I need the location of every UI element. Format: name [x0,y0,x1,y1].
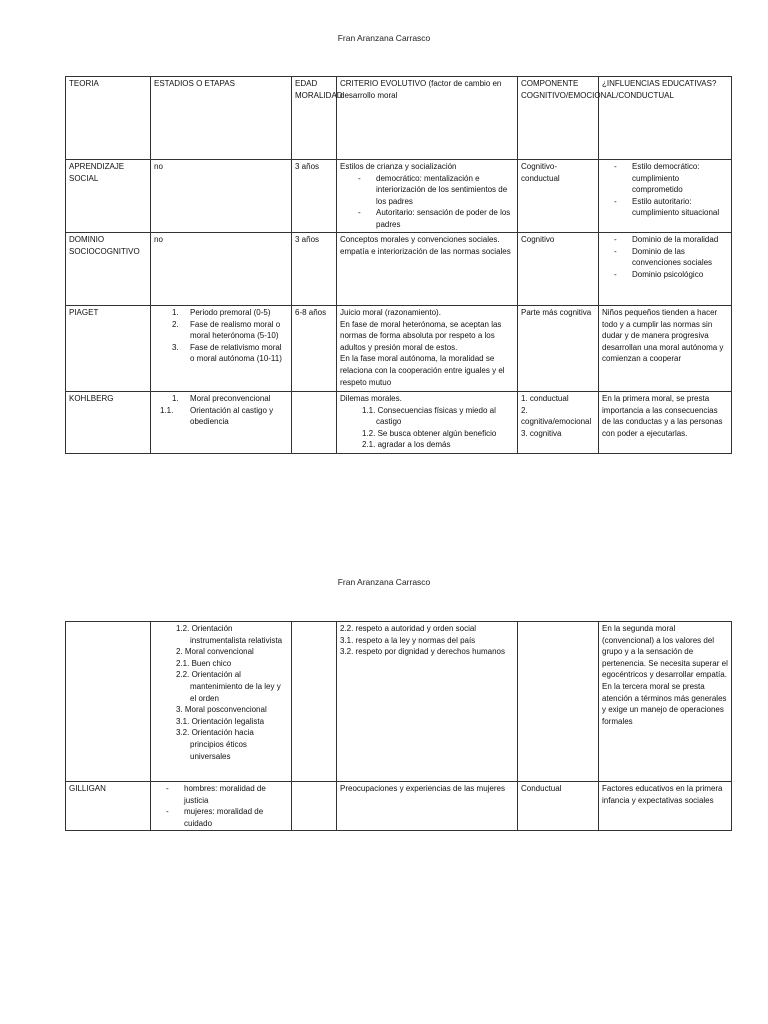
list-number: 3. [172,342,179,352]
cell-componente: Conductual [518,782,599,831]
cell-influencias: En la primera moral, se presta importancia a las consecuencias de las conductas y a las personas con poder a ejecutarlas. [599,392,732,454]
cell-componente [518,392,599,454]
cell-influencias [599,160,732,233]
col-header-estadios: ESTADIOS O ETAPAS [151,77,292,160]
cell-criterio [337,392,518,454]
cell-teoria: GILLIGAN [66,782,151,831]
cell-criterio: Preocupaciones y experiencias de las mujeres [337,782,518,831]
page-header: Fran Aranzana Carrasco [337,577,431,587]
list-item: 3.1. Orientación legalista [176,716,265,726]
cell-criterio: Conceptos morales y convenciones sociales. empatía e interiorización de las normas sociales [337,233,518,306]
table-row [66,306,732,392]
cell-estadios: no [151,160,292,233]
cell-criterio [337,622,518,782]
cell-componente [518,622,599,782]
criterio-line: En fase de moral heterónoma, se aceptan las normas de forma absoluta por respeto a los adultos y presión moral de estos. [340,319,502,352]
influencias-list [602,234,728,280]
cell-teoria: DOMINIO SOCIOCOGNITIVO [66,233,151,306]
col-header-componente: COMPONENTE COGNITIVO/EMOCIONAL/CONDUCTUAL [518,77,599,160]
criterio-intro: Dilemas morales. [340,394,402,403]
col-header-criterio: CRITERIO EVOLUTIVO (factor de cambio en desarrollo moral [337,77,518,160]
list-item: - democrático: mentalización e interiorización de los sentimientos de los padres [340,173,514,208]
list-item [154,319,288,342]
theories-table [65,76,732,454]
cell-edad: 3 años [292,233,337,306]
influencias-list [602,161,728,219]
list-item: 1.2. Orientación instrumentalista relativista [176,624,283,645]
list-item: 2. Moral convencional [176,647,254,657]
criterio-line: 3.2. respeto por dignidad y derechos humanos [340,647,505,657]
criterio-line: Juicio moral (razonamiento). [340,308,441,317]
cell-edad [292,392,337,454]
list-item: - Estilo autoritario: cumplimiento situacional [602,196,728,219]
criterio-list [340,173,514,231]
cell-componente: Cognitivo [518,233,599,306]
list-item: 1.2. Se busca obtener algún beneficio [362,428,497,438]
cell-componente: Parte más cognitiva [518,306,599,392]
componente-line: 1. conductual [521,394,569,403]
header-row [66,77,732,160]
cell-influencias [599,622,732,782]
criterio-line: En la fase moral autónoma, la moralidad se relaciona con la cooperación entre iguales y el respeto mutuo [340,354,505,387]
cell-edad [292,782,337,831]
list-text: Fase de relativismo moral o moral autónoma (10-11) [190,342,282,364]
cell-estadios: no [151,233,292,306]
table-row [66,622,732,782]
criterio-line: 2.2. respeto a autoridad y orden social [340,624,477,633]
list-number: 1. [172,308,179,317]
cell-teoria: KOHLBERG [66,392,151,454]
componente-line: 2. cognitiva/emocional [521,405,592,427]
list-item: - mujeres: moralidad de cuidado [154,806,288,829]
influencias-line: En la segunda moral (convencional) a los valores del grupo y a la sensación de pertenencia. Se necesita superar el egocéntricos y desarrollar empatía. [602,624,728,680]
list-text: Fase de realismo moral o moral heterónoma (5-10) [190,319,281,341]
estadios-list [154,307,288,365]
col-header-influencias: ¿INFLUENCIAS EDUCATIVAS? [599,77,732,160]
influencias-line: En la tercera moral se presta atención a términos más generales y exige un manejo de operaciones formales [602,681,727,726]
page-header: Fran Aranzana Carrasco [337,33,431,43]
cell-influencias: Factores educativos en la primera infancia y expectativas sociales [599,782,732,831]
cell-teoria: APRENDIZAJE SOCIAL [66,160,151,233]
list-item: 2.1. Buen chico [176,658,232,668]
list-text: Periodo premoral (0-5) [190,308,271,317]
table-row [66,160,732,233]
cell-edad: 6-8 años [292,306,337,392]
cell-estadios [151,306,292,392]
list-text: Moral preconvencional [190,394,271,403]
estadios-list [154,783,288,829]
list-item: 2.2. Orientación al mantenimiento de la ley y el orden [176,670,281,703]
criterio-line: 3.1. respeto a la ley y normas del país [340,635,476,645]
table-row [66,782,732,831]
list-item: 3. Moral posconvencional [176,705,267,715]
list-item: 3.2. Orientación hacia principios éticos universales [176,728,254,761]
list-item: - Dominio psicológico [602,269,728,281]
cell-estadios [151,782,292,831]
componente-line: 3. cognitiva [521,428,562,438]
cell-criterio [337,306,518,392]
list-number: 2. [172,319,179,329]
cell-teoria [66,622,151,782]
cell-edad: 3 años [292,160,337,233]
col-header-teoria: TEORIA [66,77,151,160]
list-number: 1. [172,394,179,403]
list-item: - Estilo democrático: cumplimiento comprometido [602,161,728,196]
cell-estadios [151,392,292,454]
theories-table-continued [65,621,732,831]
list-item: - hombres: moralidad de justicia [154,783,288,806]
cell-influencias: Niños pequeños tienden a hacer todo y a cumplir las normas sin dudar y de manera progresiva desarrollan una moral autónoma y comienzan a cooperar [599,306,732,392]
list-item: 1.1. Consecuencias físicas y miedo al castigo [362,405,496,427]
cell-componente: Cognitivo-conductual [518,160,599,233]
estadios-list [154,393,288,428]
list-item: - Dominio de la moralidad [602,234,728,246]
list-item: - Dominio de las convenciones sociales [602,246,728,269]
col-header-edad: EDAD MORALIDAD [292,77,337,160]
estadios-list [154,623,288,762]
cell-influencias [599,233,732,306]
cell-teoria: PIAGET [66,306,151,392]
cell-estadios [151,622,292,782]
cell-edad [292,622,337,782]
list-number: 1.1. [160,405,174,415]
criterio-intro: Estilos de crianza y socialización [340,162,457,171]
criterio-list [340,405,514,451]
list-text: Orientación al castigo y obediencia [190,405,274,427]
list-item [154,342,288,365]
table-row [66,392,732,454]
list-item: 2.1. agradar a los demás [362,440,451,450]
cell-criterio [337,160,518,233]
table-row [66,233,732,306]
list-item [154,393,288,405]
list-item [154,405,288,428]
list-item: - Autoritario: sensación de poder de los padres [340,207,514,230]
list-item [154,307,288,319]
